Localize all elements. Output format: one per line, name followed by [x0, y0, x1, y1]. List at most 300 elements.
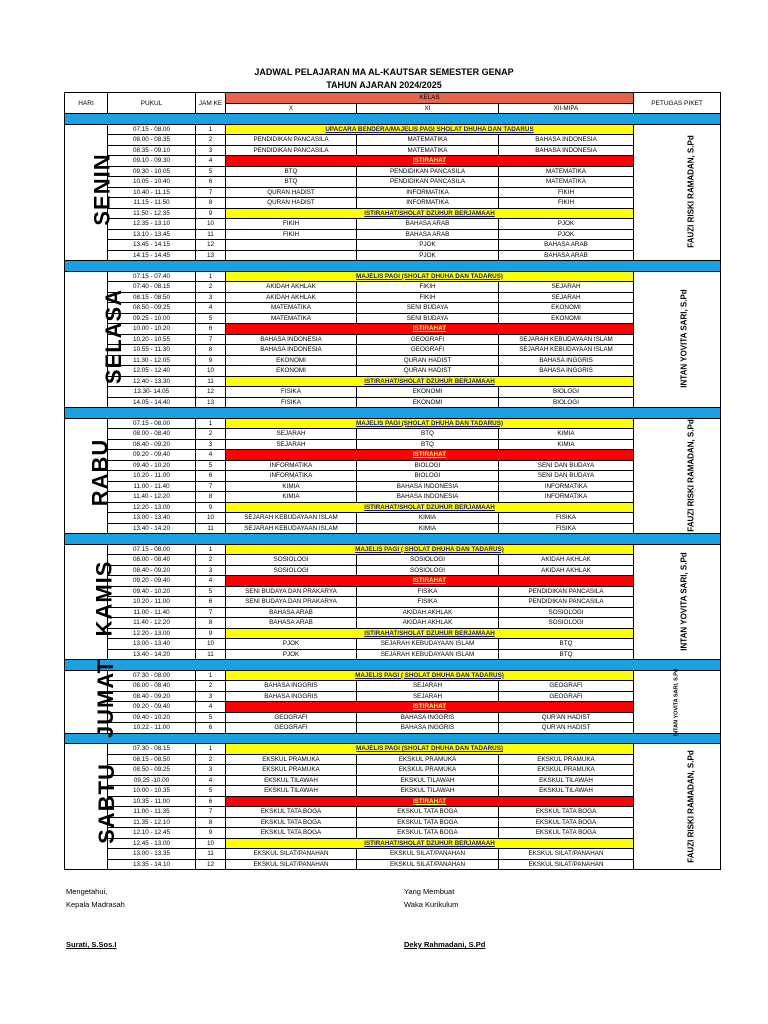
jam-ke-cell: 12: [196, 240, 226, 251]
schedule-row: [65, 555, 721, 566]
class-x-cell: [226, 240, 357, 251]
schedule-row: [65, 492, 721, 503]
jam-ke-cell: 4: [196, 303, 226, 314]
signature-left: [66, 885, 125, 911]
time-cell: 08.00 - 08.35: [108, 135, 196, 146]
time-cell: 12.45 - 13.00: [108, 838, 196, 849]
jam-ke-cell: 12: [196, 859, 226, 870]
class-xi-cell: SOSIOLOGI: [357, 555, 499, 566]
header-class-xii: XII-MIPA: [499, 103, 634, 114]
class-xii-cell: KIMIA: [499, 429, 634, 440]
time-cell: 13.00 - 13.40: [108, 513, 196, 524]
schedule-row: [65, 723, 721, 734]
jam-ke-cell: 5: [196, 460, 226, 471]
time-cell: 08.15 - 08.50: [108, 292, 196, 303]
jam-ke-cell: 9: [196, 628, 226, 639]
class-x-cell: SEJARAH: [226, 429, 357, 440]
class-x-cell: SEJARAH KEBUDAYAAN ISLAM: [226, 523, 357, 534]
header-hari: HARI: [65, 93, 108, 114]
schedule-row: [65, 387, 721, 398]
class-xi-cell: MATEMATIKA: [357, 135, 499, 146]
schedule-row: [65, 250, 721, 261]
jam-ke-cell: 8: [196, 198, 226, 209]
jam-ke-cell: 5: [196, 313, 226, 324]
schedule-row: [65, 712, 721, 723]
class-xii-cell: GEOGRAFI: [499, 691, 634, 702]
event-cell: ISTIRAHAT/SHOLAT DZUHUR BERJAMAAH: [226, 838, 634, 849]
class-xii-cell: SOSIOLOGI: [499, 607, 634, 618]
jam-ke-cell: 9: [196, 828, 226, 839]
time-cell: 08.00 - 08.40: [108, 681, 196, 692]
schedule-row: [65, 156, 721, 167]
class-xi-cell: BTQ: [357, 439, 499, 450]
time-cell: 10.00 - 10.20: [108, 324, 196, 335]
jam-ke-cell: 1: [196, 124, 226, 135]
event-cell: ISTIRAHAT: [226, 156, 634, 167]
class-xii-cell: EKSKUL TILAWAH: [499, 775, 634, 786]
class-xi-cell: PENDIDIKAN PANCASILA: [357, 166, 499, 177]
jam-ke-cell: 11: [196, 849, 226, 860]
schedule-row: [65, 828, 721, 839]
schedule-row: [65, 607, 721, 618]
time-cell: 08.00 - 08.40: [108, 555, 196, 566]
jam-ke-cell: 12: [196, 387, 226, 398]
time-cell: 13.40 - 14.20: [108, 523, 196, 534]
schedule-row: [65, 481, 721, 492]
class-x-cell: EKSKUL SILAT/PANAHAN: [226, 859, 357, 870]
class-xii-cell: FISIKA: [499, 513, 634, 524]
class-x-cell: EKSKUL SILAT/PANAHAN: [226, 849, 357, 860]
time-cell: 12.20 - 13.00: [108, 502, 196, 513]
class-xi-cell: SEJARAH: [357, 691, 499, 702]
class-xi-cell: INFORMATIKA: [357, 198, 499, 209]
time-cell: 13.30- 14.05: [108, 387, 196, 398]
class-xii-cell: BTQ: [499, 639, 634, 650]
event-cell: ISTIRAHAT/SHOLAT DZUHUR BERJAMAAH: [226, 376, 634, 387]
time-cell: 11.15 - 11.50: [108, 198, 196, 209]
jam-ke-cell: 2: [196, 555, 226, 566]
jam-ke-cell: 9: [196, 502, 226, 513]
schedule-row: [65, 691, 721, 702]
class-xi-cell: EKONOMI: [357, 387, 499, 398]
event-cell: ISTIRAHAT: [226, 702, 634, 713]
class-xi-cell: BIOLOGI: [357, 471, 499, 482]
jam-ke-cell: 2: [196, 135, 226, 146]
day-cell: [65, 124, 115, 261]
jam-ke-cell: 2: [196, 429, 226, 440]
day-separator: [65, 534, 721, 545]
day-cell: [65, 544, 117, 660]
day-name: KAMIS: [91, 560, 117, 637]
class-xii-cell: PJOK: [499, 229, 634, 240]
time-cell: 08.50 - 09.25: [108, 765, 196, 776]
class-xi-cell: EKSKUL TILAWAH: [357, 775, 499, 786]
class-xii-cell: SENI DAN BUDAYA: [499, 471, 634, 482]
header-pukul: PUKUL: [108, 93, 196, 114]
schedule-row: [65, 775, 721, 786]
schedule-row: [65, 292, 721, 303]
time-cell: 07.15 - 07.40: [108, 271, 196, 282]
class-x-cell: FIKIH: [226, 219, 357, 230]
class-x-cell: [226, 250, 357, 261]
event-cell: ISTIRAHAT: [226, 576, 634, 587]
class-x-cell: PJOK: [226, 639, 357, 650]
class-x-cell: INFORMATIKA: [226, 460, 357, 471]
jam-ke-cell: 3: [196, 765, 226, 776]
class-x-cell: EKSKUL TILAWAH: [226, 775, 357, 786]
class-xi-cell: GEOGRAFI: [357, 334, 499, 345]
class-xii-cell: FISIKA: [499, 523, 634, 534]
schedule-row: [65, 177, 721, 188]
day-separator: [65, 261, 721, 272]
event-cell: ISTIRAHAT/SHOLAT DZUHUR BERJAMAAH: [226, 502, 634, 513]
day-separator-bar: [65, 660, 721, 671]
class-x-cell: SEJARAH: [226, 439, 357, 450]
class-x-cell: EKONOMI: [226, 355, 357, 366]
time-cell: 11.40 - 12.20: [108, 618, 196, 629]
class-xi-cell: SEJARAH KEBUDAYAAN ISLAM: [357, 649, 499, 660]
jam-ke-cell: 5: [196, 166, 226, 177]
class-x-cell: SOSIOLOGI: [226, 565, 357, 576]
schedule-row: [65, 135, 721, 146]
piket-name: FAUZI RISKI RAMADAN, S.Pd: [686, 135, 696, 248]
schedule-row: [65, 303, 721, 314]
class-x-cell: EKSKUL PRAMUKA: [226, 754, 357, 765]
class-x-cell: BAHASA INDONESIA: [226, 334, 357, 345]
class-xi-cell: BAHASA INDONESIA: [357, 481, 499, 492]
class-xi-cell: EKSKUL TATA BOGA: [357, 807, 499, 818]
class-xi-cell: SENI BUDAYA: [357, 303, 499, 314]
class-xi-cell: EKONOMI: [357, 397, 499, 408]
piket-name: INTAN YOVITA SARI, S.Pd: [673, 668, 680, 736]
day-separator-bar: [65, 408, 721, 419]
jam-ke-cell: 8: [196, 618, 226, 629]
class-x-cell: AKIDAH AKHLAK: [226, 282, 357, 293]
schedule-row: [65, 796, 721, 807]
day-name: RABU: [87, 438, 113, 507]
class-xii-cell: EKSKUL TILAWAH: [499, 786, 634, 797]
class-x-cell: INFORMATIKA: [226, 471, 357, 482]
schedule-row: [65, 838, 721, 849]
class-xi-cell: PJOK: [357, 250, 499, 261]
class-xii-cell: QUR'AN HADIST: [499, 712, 634, 723]
jam-ke-cell: 3: [196, 145, 226, 156]
schedule-row: [65, 429, 721, 440]
class-xii-cell: BAHASA ARAB: [499, 240, 634, 251]
time-cell: 07.30 - 08.00: [108, 670, 196, 681]
day-separator-bar: [65, 534, 721, 545]
header-class-xi: XI: [357, 103, 499, 114]
schedule-row: [65, 355, 721, 366]
class-xii-cell: SEJARAH KEBUDAYAAN ISLAM: [499, 334, 634, 345]
schedule-row: [65, 229, 721, 240]
day-separator-bar: [65, 733, 721, 744]
jam-ke-cell: 13: [196, 397, 226, 408]
schedule-row: [65, 282, 721, 293]
class-xii-cell: FIKIH: [499, 187, 634, 198]
class-xii-cell: SEJARAH: [499, 282, 634, 293]
class-x-cell: EKSKUL TATA BOGA: [226, 807, 357, 818]
class-xii-cell: EKONOMI: [499, 313, 634, 324]
jam-ke-cell: 10: [196, 513, 226, 524]
class-x-cell: QURAN HADIST: [226, 198, 357, 209]
time-cell: 07.15 - 08.00: [108, 544, 196, 555]
class-x-cell: BAHASA ARAB: [226, 618, 357, 629]
schedule-row: [65, 859, 721, 870]
class-xii-cell: PJOK: [499, 219, 634, 230]
jam-ke-cell: 8: [196, 345, 226, 356]
time-cell: 09.40 - 10.20: [108, 460, 196, 471]
day-separator: [65, 660, 721, 671]
class-xii-cell: EKSKUL TATA BOGA: [499, 807, 634, 818]
class-xi-cell: FISIKA: [357, 597, 499, 608]
schedule-row: [65, 324, 721, 335]
header-petugas-piket: PETUGAS PIKET: [634, 93, 721, 114]
class-xi-cell: FIKIH: [357, 292, 499, 303]
schedule-row: [65, 418, 721, 429]
piket-name: FAUZI RISKI RAMADAN, S.Pd: [686, 419, 696, 532]
class-xii-cell: EKSKUL SILAT/PANAHAN: [499, 859, 634, 870]
schedule-row: [65, 639, 721, 650]
schedule-row: [65, 460, 721, 471]
signature-right-name: Deky Rahmadani, S.Pd: [404, 940, 486, 949]
time-cell: 10.35 - 11.00: [108, 796, 196, 807]
time-cell: 08.40 - 09.20: [108, 439, 196, 450]
time-cell: 09.20 - 09.40: [108, 702, 196, 713]
jam-ke-cell: 6: [196, 177, 226, 188]
class-x-cell: EKSKUL TILAWAH: [226, 786, 357, 797]
jam-ke-cell: 4: [196, 156, 226, 167]
class-xi-cell: SENI BUDAYA: [357, 313, 499, 324]
class-x-cell: BAHASA INGGRIS: [226, 691, 357, 702]
class-x-cell: QURAN HADIST: [226, 187, 357, 198]
schedule-row: [65, 124, 721, 135]
jam-ke-cell: 1: [196, 271, 226, 282]
event-cell: MAJELIS PAGI ( SHOLAT DHUHA DAN TADARUS): [226, 670, 634, 681]
time-cell: 09.40 - 10.20: [108, 586, 196, 597]
jam-ke-cell: 5: [196, 586, 226, 597]
class-xii-cell: SEJARAH: [499, 292, 634, 303]
time-cell: 11.40 - 12.20: [108, 492, 196, 503]
jam-ke-cell: 8: [196, 492, 226, 503]
class-xi-cell: MATEMATIKA: [357, 145, 499, 156]
signature-right-line1: Yang Membuat: [404, 887, 455, 896]
piket-name: INTAN YOVITA SARI, S.Pd: [679, 552, 689, 651]
time-cell: 09.20 - 09.40: [108, 450, 196, 461]
time-cell: 12.40 - 13.30: [108, 376, 196, 387]
schedule-row: [65, 240, 721, 251]
event-cell: ISTIRAHAT: [226, 450, 634, 461]
time-cell: 09.20 - 09.40: [108, 576, 196, 587]
class-xi-cell: EKSKUL SILAT/PANAHAN: [357, 859, 499, 870]
time-cell: 08.50 - 09.25: [108, 303, 196, 314]
jam-ke-cell: 11: [196, 229, 226, 240]
jam-ke-cell: 7: [196, 334, 226, 345]
schedule-row: [65, 849, 721, 860]
piket-cell: [634, 544, 721, 660]
time-cell: 08.35 - 09.10: [108, 145, 196, 156]
class-x-cell: FISIKA: [226, 397, 357, 408]
class-x-cell: FIKIH: [226, 229, 357, 240]
schedule-row: [65, 397, 721, 408]
class-xi-cell: GEOGRAFI: [357, 345, 499, 356]
class-x-cell: PENDIDIKAN PANCASILA: [226, 145, 357, 156]
class-x-cell: GEOGRAFI: [226, 712, 357, 723]
class-xi-cell: AKIDAH AKHLAK: [357, 607, 499, 618]
jam-ke-cell: 1: [196, 418, 226, 429]
day-separator-bar: [65, 261, 721, 272]
jam-ke-cell: 2: [196, 681, 226, 692]
time-cell: 09.40 - 10.20: [108, 712, 196, 723]
time-cell: 10.20 - 10.55: [108, 334, 196, 345]
class-xii-cell: PENDIDIKAN PANCASILA: [499, 586, 634, 597]
class-xi-cell: SEJARAH: [357, 681, 499, 692]
time-cell: 14.05 - 14.40: [108, 397, 196, 408]
time-cell: 08.40 - 09.20: [108, 565, 196, 576]
event-cell: MAJELIS PAGI (SHOLAT DHUHA DAN TADARUS): [226, 271, 634, 282]
day-separator: [65, 114, 721, 125]
event-cell: MAJELIS PAGI (SHOLAT DHUHA DAN TADARUS): [226, 418, 634, 429]
class-x-cell: MATEMATIKA: [226, 303, 357, 314]
class-x-cell: PENDIDIKAN PANCASILA: [226, 135, 357, 146]
jam-ke-cell: 10: [196, 366, 226, 377]
event-cell: ISTIRAHAT: [226, 796, 634, 807]
time-cell: 08.00 - 08.40: [108, 429, 196, 440]
time-cell: 12.35 - 13.10: [108, 219, 196, 230]
class-x-cell: SENI BUDAYA DAN PRAKARYA: [226, 586, 357, 597]
schedule-row: [65, 817, 721, 828]
signature-left-line1: Mengetahui,: [66, 887, 108, 896]
class-xii-cell: QUR'AN HADIST: [499, 723, 634, 734]
class-xii-cell: INFORMATIKA: [499, 481, 634, 492]
class-x-cell: BAHASA INGGRIS: [226, 681, 357, 692]
class-x-cell: BAHASA INDONESIA: [226, 345, 357, 356]
class-x-cell: KIMIA: [226, 481, 357, 492]
class-x-cell: SEJARAH KEBUDAYAAN ISLAM: [226, 513, 357, 524]
time-cell: 08.15 - 08.50: [108, 754, 196, 765]
class-x-cell: MATEMATIKA: [226, 313, 357, 324]
class-xii-cell: SOSIOLOGI: [499, 618, 634, 629]
time-cell: 10.20 - 11.00: [108, 597, 196, 608]
class-x-cell: BTQ: [226, 166, 357, 177]
class-xii-cell: PENDIDIKAN PANCASILA: [499, 597, 634, 608]
time-cell: 10.55 - 11.30: [108, 345, 196, 356]
class-xii-cell: EKSKUL TATA BOGA: [499, 817, 634, 828]
jam-ke-cell: 7: [196, 187, 226, 198]
time-cell: 07.30 - 08.15: [108, 744, 196, 755]
schedule-row: [65, 439, 721, 450]
header-class-x: X: [226, 103, 357, 114]
jam-ke-cell: 8: [196, 817, 226, 828]
class-xii-cell: FIKIH: [499, 198, 634, 209]
time-cell: 11.30 - 12.05: [108, 355, 196, 366]
time-cell: 11.50 - 12.35: [108, 208, 196, 219]
class-xii-cell: BAHASA INGGRIS: [499, 366, 634, 377]
time-cell: 13.40 - 14.20: [108, 649, 196, 660]
event-cell: ISTIRAHAT/SHOLAT DZUHUR BERJAMAAH: [226, 208, 634, 219]
class-x-cell: SENI BUDAYA DAN PRAKARYA: [226, 597, 357, 608]
class-xii-cell: BAHASA ARAB: [499, 250, 634, 261]
class-x-cell: GEOGRAFI: [226, 723, 357, 734]
jam-ke-cell: 2: [196, 282, 226, 293]
class-xi-cell: BIOLOGI: [357, 460, 499, 471]
schedule-row: [65, 145, 721, 156]
jam-ke-cell: 1: [196, 544, 226, 555]
jam-ke-cell: 11: [196, 523, 226, 534]
class-xi-cell: EKSKUL TILAWAH: [357, 786, 499, 797]
jam-ke-cell: 5: [196, 712, 226, 723]
schedule-row: [65, 313, 721, 324]
class-xi-cell: AKIDAH AKHLAK: [357, 618, 499, 629]
jam-ke-cell: 6: [196, 723, 226, 734]
time-cell: 10.20 - 11.00: [108, 471, 196, 482]
class-x-cell: EKSKUL TATA BOGA: [226, 817, 357, 828]
jam-ke-cell: 6: [196, 324, 226, 335]
schedule-row: [65, 649, 721, 660]
jam-ke-cell: 7: [196, 607, 226, 618]
schedule-row: [65, 576, 721, 587]
time-cell: 13.35 - 14.10: [108, 859, 196, 870]
class-xii-cell: BTQ: [499, 649, 634, 660]
jam-ke-cell: 4: [196, 775, 226, 786]
class-xii-cell: BIOLOGI: [499, 387, 634, 398]
day-cell: [65, 271, 127, 408]
jam-ke-cell: 1: [196, 744, 226, 755]
time-cell: 09.30 - 10.05: [108, 166, 196, 177]
schedule-row: [65, 565, 721, 576]
time-cell: 11.00 - 11.35: [108, 807, 196, 818]
class-xii-cell: EKSKUL TATA BOGA: [499, 828, 634, 839]
class-xi-cell: KIMIA: [357, 523, 499, 534]
schedule-table: [64, 92, 721, 870]
day-separator: [65, 408, 721, 419]
schedule-body: [65, 114, 721, 870]
schedule-row: [65, 187, 721, 198]
header-kelas: KELAS: [226, 93, 634, 104]
piket-cell: [634, 271, 721, 408]
jam-ke-cell: 4: [196, 576, 226, 587]
time-cell: 09.25 - 10.00: [108, 313, 196, 324]
schedule-row: [65, 208, 721, 219]
class-xi-cell: EKSKUL TATA BOGA: [357, 817, 499, 828]
class-x-cell: FISIKA: [226, 387, 357, 398]
jam-ke-cell: 7: [196, 481, 226, 492]
jam-ke-cell: 10: [196, 838, 226, 849]
class-xi-cell: KIMIA: [357, 513, 499, 524]
class-xi-cell: BAHASA ARAB: [357, 219, 499, 230]
class-xi-cell: BAHASA INGGRIS: [357, 723, 499, 734]
piket-name: INTAN YOVITA SARI, S.Pd: [679, 289, 689, 388]
schedule-row: [65, 670, 721, 681]
time-cell: 10.05 - 10.40: [108, 177, 196, 188]
schedule-row: [65, 198, 721, 209]
jam-ke-cell: 1: [196, 670, 226, 681]
class-xii-cell: MATEMATIKA: [499, 177, 634, 188]
class-xii-cell: SEJARAH KEBUDAYAAN ISLAM: [499, 345, 634, 356]
class-xi-cell: FIKIH: [357, 282, 499, 293]
day-name: JUMAT: [93, 658, 119, 739]
event-cell: MAJELIS PAGI (SHOLAT DHUHA DAN TADARUS): [226, 744, 634, 755]
jam-ke-cell: 13: [196, 250, 226, 261]
jam-ke-cell: 6: [196, 597, 226, 608]
class-x-cell: AKIDAH AKHLAK: [226, 292, 357, 303]
jam-ke-cell: 3: [196, 691, 226, 702]
class-xi-cell: BTQ: [357, 429, 499, 440]
jam-ke-cell: 5: [196, 786, 226, 797]
schedule-row: [65, 366, 721, 377]
schedule-row: [65, 702, 721, 713]
schedule-row: [65, 471, 721, 482]
